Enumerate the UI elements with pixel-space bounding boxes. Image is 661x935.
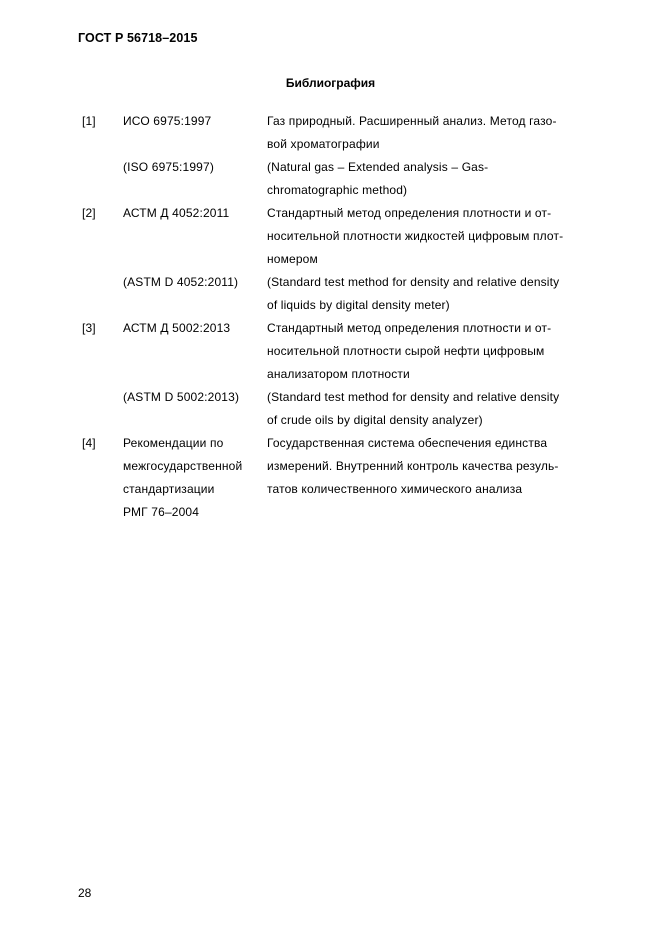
standard-title: Стандартный метод определения плотности и от- носительной плотности сырой нефти цифровым анализатором плотности bbox=[267, 321, 552, 381]
standard-title-original: (Natural gas – Extended analysis – Gas- chromatographic method) bbox=[267, 160, 489, 197]
standard-title-original: (Standard test method for density and relative density of crude oils by digital density analyzer) bbox=[267, 390, 560, 427]
entry-number: [3] bbox=[82, 321, 96, 335]
bibliography-entry-2 bbox=[82, 202, 602, 271]
bibliography-entry-3-original bbox=[82, 386, 602, 432]
bibliography-list bbox=[82, 110, 602, 524]
standard-code: АСТМ Д 5002:2013 bbox=[123, 321, 231, 335]
standard-code-original: (ISO 6975:1997) bbox=[123, 160, 214, 174]
page-number: 28 bbox=[78, 886, 92, 900]
standard-code-original: (ASTM D 5002:2013) bbox=[123, 390, 240, 404]
section-title: Библиография bbox=[285, 76, 376, 90]
entry-number: [1] bbox=[82, 114, 96, 128]
bibliography-entry-1 bbox=[82, 110, 602, 156]
document-code-header: ГОСТ Р 56718–2015 bbox=[78, 31, 198, 45]
standard-code: АСТМ Д 4052:2011 bbox=[123, 206, 230, 220]
standard-title: Государственная система обеспечения единства измерений. Внутренний контроль качества резуль- татов количественного химического анализа bbox=[267, 436, 559, 496]
bibliography-entry-2-original bbox=[82, 271, 602, 317]
bibliography-entry-1-original bbox=[82, 156, 602, 202]
standard-title: Газ природный. Расширенный анализ. Метод газо- вой хроматографии bbox=[267, 114, 557, 151]
bibliography-entry-4 bbox=[82, 432, 602, 524]
bibliography-entry-3 bbox=[82, 317, 602, 386]
standard-title: Стандартный метод определения плотности и от- носительной плотности жидкостей цифровым плот- номером bbox=[267, 206, 564, 266]
standard-code: Рекомендации по межгосударственной стандартизации РМГ 76–2004 bbox=[123, 436, 243, 519]
entry-number: [4] bbox=[82, 436, 96, 450]
standard-title-original: (Standard test method for density and relative density of liquids by digital density meter) bbox=[267, 275, 560, 312]
standard-code-original: (ASTM D 4052:2011) bbox=[123, 275, 239, 289]
entry-number: [2] bbox=[82, 206, 96, 220]
standard-code: ИСО 6975:1997 bbox=[123, 114, 212, 128]
